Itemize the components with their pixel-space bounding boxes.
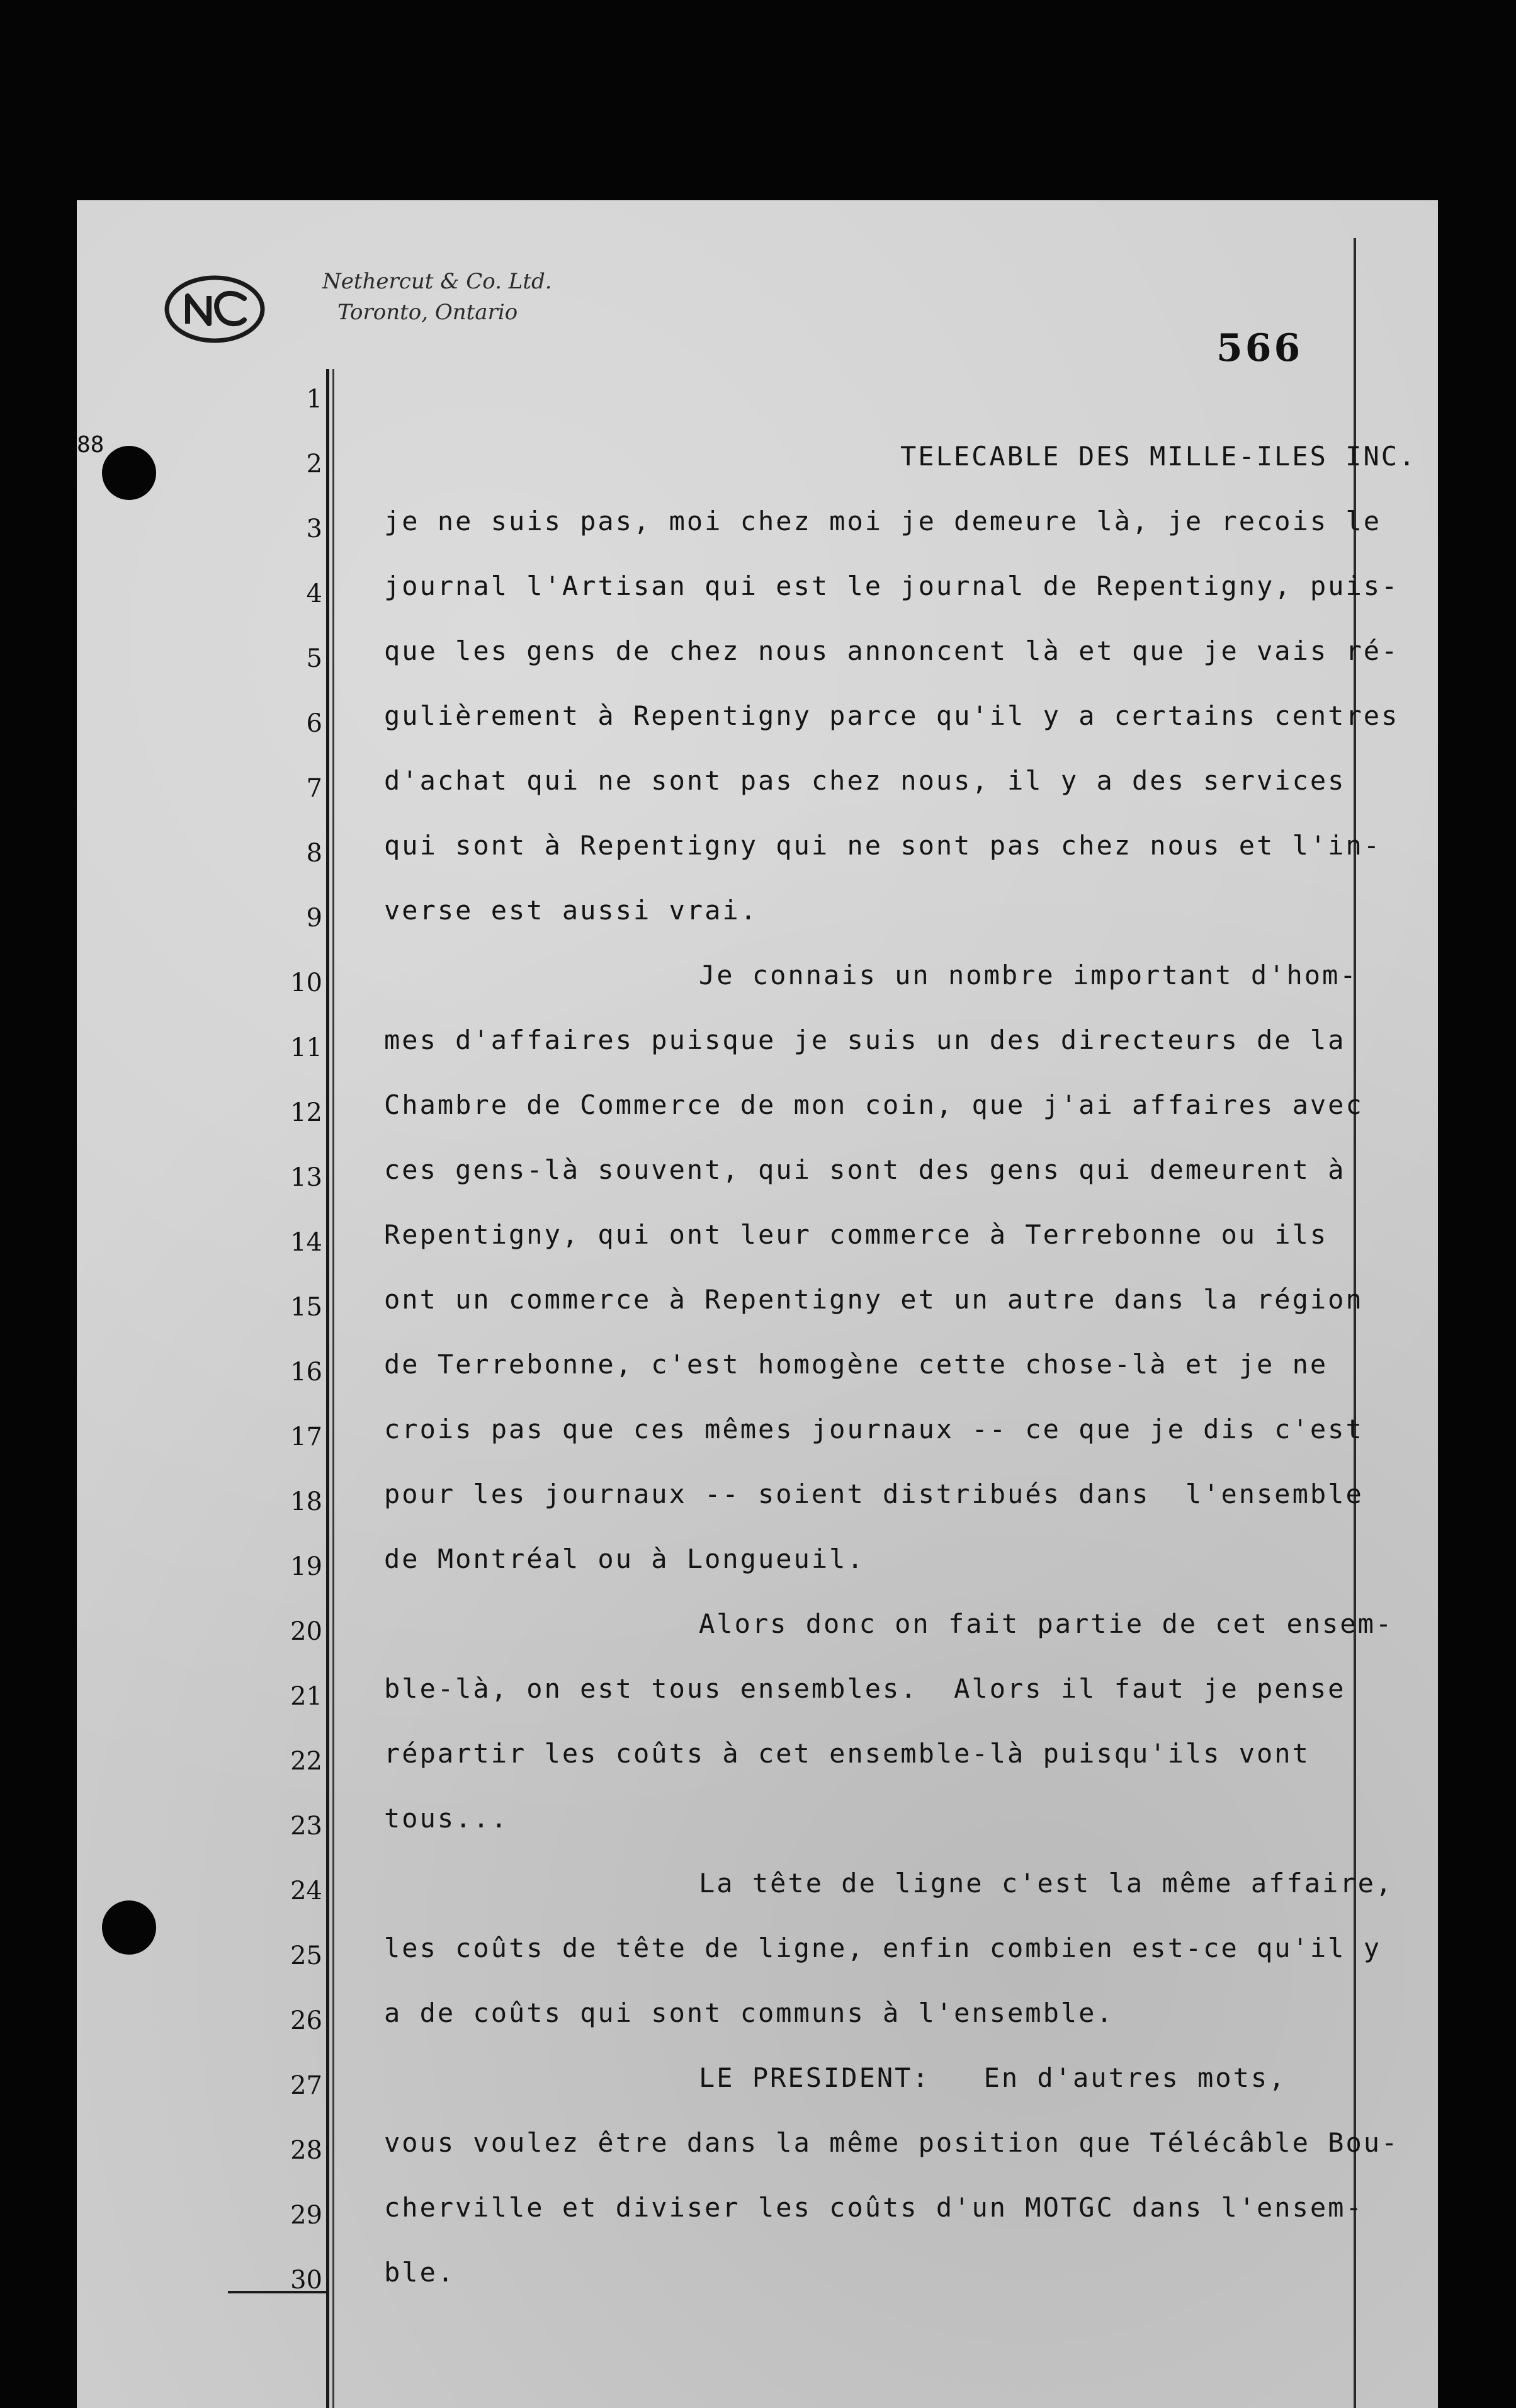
line-number: 17	[290, 1423, 322, 1451]
line-number: 2	[306, 450, 322, 479]
transcript-line: répartir les coûts à cet ensemble-là puisqu'ils vont	[384, 1738, 1310, 1769]
transcript-line: Je connais un nombre important d'hom-	[699, 960, 1358, 991]
line-number: 14	[290, 1228, 322, 1257]
transcript-line: a de coûts qui sont communs à l'ensemble.	[384, 1997, 1114, 2028]
transcript-line: d'achat qui ne sont pas chez nous, il y a des services	[384, 765, 1346, 796]
line-number: 7	[306, 774, 322, 803]
line-number: 8	[306, 839, 322, 868]
transcript-line: qui sont à Repentigny qui ne sont pas chez nous et l'in-	[384, 830, 1382, 861]
line-number: 1	[306, 385, 322, 414]
transcript-body	[384, 424, 1417, 2305]
side-mark: 88	[77, 432, 105, 458]
page-number: 566	[1216, 326, 1303, 370]
transcript-heading: TELECABLE DES MILLE-ILES INC.	[900, 441, 1417, 472]
line-number: 13	[290, 1163, 322, 1192]
line-number: 6	[306, 709, 322, 738]
line-number: 15	[290, 1293, 322, 1322]
transcript-line: journal l'Artisan qui est le journal de Repentigny, puis-	[384, 571, 1400, 601]
transcript-line: ble-là, on est tous ensembles. Alors il faut je pense	[384, 1673, 1346, 1704]
transcript-line: ces gens-là souvent, qui sont des gens qui demeurent à	[384, 1154, 1346, 1185]
transcript-line: pour les journaux -- soient distribués dans l'ensemble	[384, 1479, 1364, 1509]
transcript-line: vous voulez être dans la même position que Télécâble Bou-	[384, 2127, 1400, 2158]
line-number: 19	[290, 1552, 322, 1581]
nc-logo	[164, 275, 266, 344]
transcript-line: de Montréal ou à Longueuil.	[384, 1543, 865, 1574]
line-number: 3	[306, 514, 322, 543]
line-number: 29	[290, 2201, 322, 2230]
margin-rule	[326, 369, 329, 2408]
transcript-line: verse est aussi vrai.	[384, 895, 759, 926]
transcript-line: Chambre de Commerce de mon coin, que j'ai affaires avec	[384, 1089, 1364, 1120]
transcript-line: ble.	[384, 2257, 456, 2288]
transcript-line: Repentigny, qui ont leur commerce à Terrebonne ou ils	[384, 1219, 1328, 1250]
company-name: Nethercut & Co. Ltd.	[322, 269, 552, 294]
line-number: 5	[306, 644, 322, 673]
line-number: 27	[290, 2071, 322, 2100]
line-number: 10	[290, 968, 322, 997]
transcript-line: gulièrement à Repentigny parce qu'il y a certains centres	[384, 700, 1400, 731]
transcript-line: ont un commerce à Repentigny et un autre dans la région	[384, 1284, 1364, 1315]
transcript-line: de Terrebonne, c'est homogène cette chose-là et je ne	[384, 1349, 1328, 1380]
transcript-line: tous...	[384, 1803, 509, 1834]
line-number: 30	[290, 2266, 322, 2295]
line-number: 24	[290, 1877, 322, 1905]
margin-rule-inner	[332, 369, 334, 2408]
transcript-line: mes d'affaires puisque je suis un des directeurs de la	[384, 1025, 1346, 1055]
line-number: 18	[290, 1487, 322, 1516]
transcript-line: La tête de ligne c'est la même affaire,	[699, 1868, 1394, 1899]
line-number: 26	[290, 2006, 322, 2035]
transcript-line: que les gens de chez nous annoncent là et que je vais ré-	[384, 635, 1400, 666]
punch-hole-bottom	[102, 1900, 156, 1955]
transcript-line: cherville et diviser les coûts d'un MOTGC dans l'ensem-	[384, 2192, 1364, 2223]
line-number: 20	[290, 1617, 322, 1646]
line-number: 12	[290, 1098, 322, 1127]
transcript-line: les coûts de tête de ligne, enfin combien est-ce qu'il y	[384, 1933, 1382, 1963]
punch-hole-top	[102, 446, 156, 500]
transcript-page	[77, 200, 1438, 2408]
letterhead-company	[322, 266, 552, 329]
line-number: 23	[290, 1812, 322, 1841]
line-number: 25	[290, 1941, 322, 1970]
line-number: 11	[290, 1033, 322, 1062]
line-number: 21	[290, 1682, 322, 1711]
line-number: 4	[306, 579, 322, 608]
transcript-line: je ne suis pas, moi chez moi je demeure là, je recois le	[384, 506, 1382, 537]
line-number: 22	[290, 1747, 322, 1776]
line-number-column	[266, 369, 322, 2315]
line-number: 28	[290, 2136, 322, 2165]
line-number: 9	[306, 904, 322, 933]
company-city: Toronto, Ontario	[337, 300, 518, 326]
speaker-line: LE PRESIDENT: En d'autres mots,	[699, 2062, 1287, 2093]
transcript-line: Alors donc on fait partie de cet ensem-	[699, 1608, 1394, 1639]
line-number: 16	[290, 1358, 322, 1387]
transcript-line: crois pas que ces mêmes journaux -- ce que je dis c'est	[384, 1414, 1364, 1445]
